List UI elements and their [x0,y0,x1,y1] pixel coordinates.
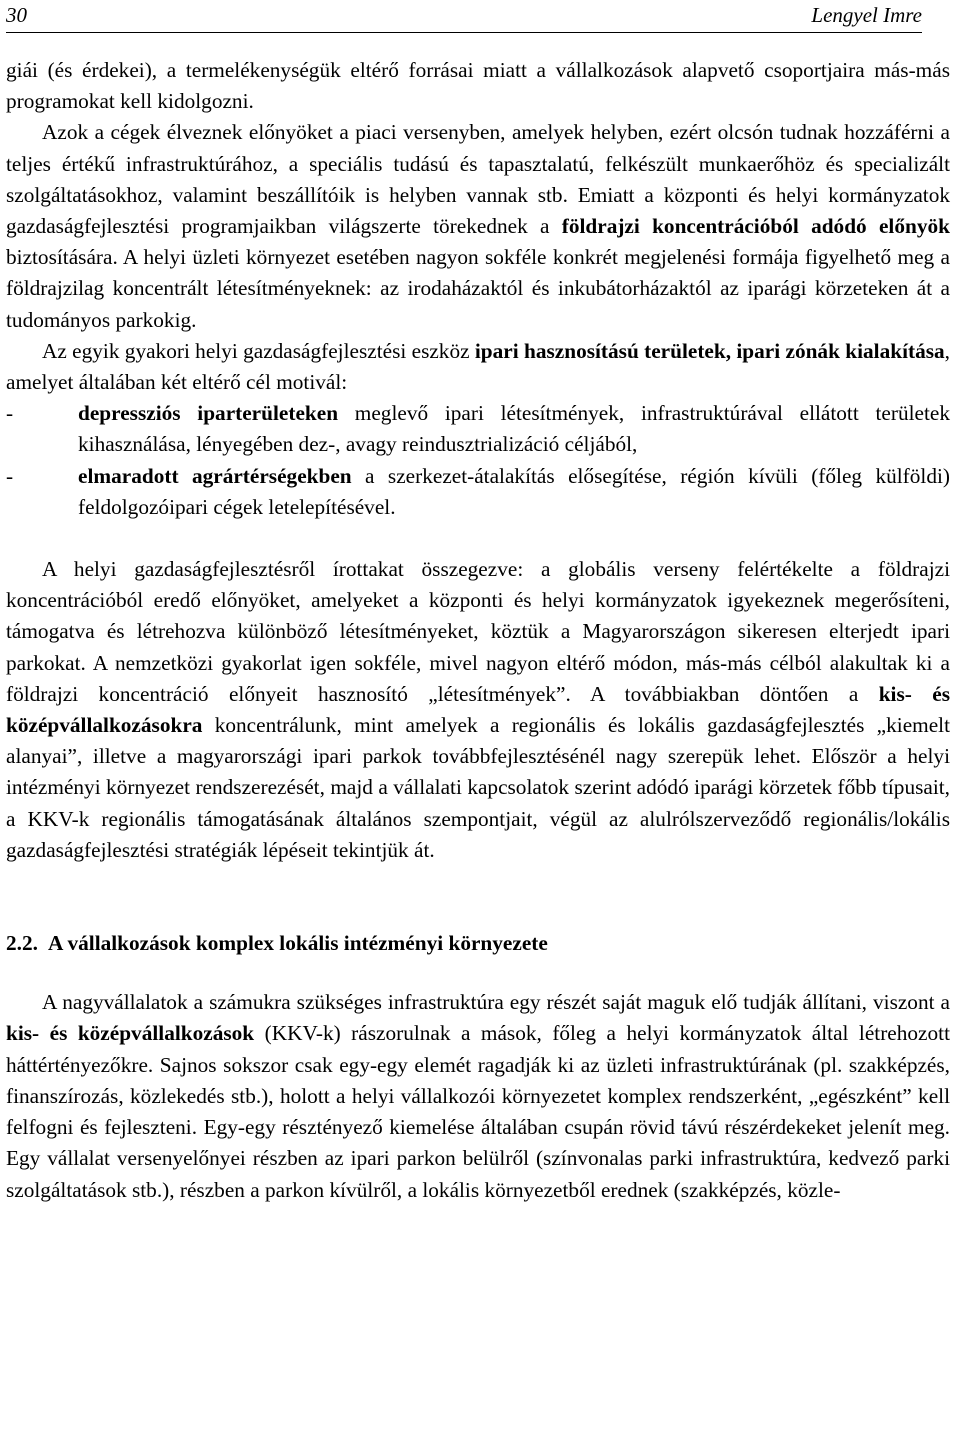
paragraph-text: (KKV-k) rászorulnak a mások, főleg a helyi kormányzatok által létrehozott háttértényezőkre. Sajnos sokszor csak egy-egy elemét ragadják ki az üzleti infrastruktúrának (pl. szakképzés, finanszírozás, közlekedés stb.), holott a helyi vállalkozói környezetet komplex rendszerként, „egészként” kell felfogni és fejleszteni. Egy-egy résztényező kiemelése általában csupán rövid távú részérdekeket jelenít meg. Egy vállalat versenyelőnyei részben az ipari parkon belülről (színvonalas parki infrastruktúra, kedvező parki szolgáltatások stb.), részben a parkon kívülről, a lokális környezetből erednek (szakképzés, közle- [6,1021,950,1202]
spacer [6,959,950,987]
bold-term: ipari hasznosítású területek, ipari zónák kialakítása [474,338,945,363]
bold-term: kis- és középvállalkozásokra [6,681,950,738]
paragraph-continued [6,55,950,117]
section-heading [6,928,950,959]
page-number: 30 [6,3,27,27]
bold-term: depressziós iparterületeken [78,401,339,426]
paragraph-text: A helyi gazdaságfejlesztésről írottakat összegezve: a globális verseny felértékelte a földrajzi koncentrációból eredő előnyöket, amelyeket a központi és helyi kormányzatok igyekeznek megerősíteni, támogatva és létrehozva különböző létesítményeket, köztük a Magyarországon sikeresen elterjedt ipari parkokat. A nemzetközi gyakorlat igen sokféle, mivel nagyon eltérő módon, más-más célból alakultak ki a földrajzi koncentráció előnyeit hasznosító „létesítmények”. A továbbiakban döntően a [6,557,950,706]
list-item-text: meglevő ipari létesítmények, infrastruktúrával ellátott területek kihasználása, lényegében dez-, avagy reindusztrializáció céljából, [78,401,950,457]
paragraph-summary [6,554,950,866]
paragraph-text: Azok a cégek élveznek előnyöket a piaci versenyben, amelyek helyben, ezért olcsón tudnak hozzáférni a teljes értékű infrastruktúrához, a speciális tudású és tapasztalatú, felkészült munkaerőhöz és specializált szolgáltatásokhoz, valamint beszállítóik is helyben vannak stb. Emiatt a központi és helyi kormányzatok gazdaságfejlesztési programjaikban világszerte törekednek a [6,120,950,239]
running-author: Lengyel Imre [811,3,922,27]
spacer [6,523,950,554]
paragraph-sme-environment [6,987,950,1205]
list-dash: - [6,463,14,488]
bold-term: földrajzi koncentrációból adódó előnyök [561,214,950,239]
paragraph-text: A nagyvállalatok a számukra szükséges infrastruktúra egy részét saját maguk elő tudják állítani, viszont a [42,990,950,1015]
bold-term: elmaradott agrártérségekben [78,463,352,488]
bold-term: kis- és középvállalkozások [6,1021,255,1046]
paragraph-text: koncentrálunk, mint amelyek a regionális és lokális gazdaságfejlesztés „kiemelt alanyai”, illetve a magyarországi ipari parkok továbbfejlesztésénél nagy szerepük lehet. Először a helyi intézményi környezet rendszerezését, majd a vállalati kapcsolatok szerint adódó iparági körzetek főbb típusait, a KKV-k regionális támogatásának általános szempontjait, végül az alulrólszerveződő regionális/lokális gazdaságfejlesztési stratégiák lépéseit tekintjük át. [6,713,950,862]
list-item [6,461,950,523]
list-dash: - [6,401,14,426]
running-header [6,0,922,33]
paragraph-text: , amelyet általában két eltérő cél motivál: [6,338,950,395]
section-number: 2.2. [6,931,38,956]
paragraph-text: Az egyik gyakori helyi gazdaságfejlesztési eszköz [42,338,475,363]
section-title: A vállalkozások komplex lokális intézményi környezete [47,931,548,956]
paragraph-text: giái (és érdekei), a termelékenységük eltérő forrásai miatt a vállalkozások alapvető csoportjaira más-más programokat kell kidolgozni. [6,58,950,114]
paragraph-competitive-advantage [6,117,950,335]
list-item [6,398,950,460]
spacer [6,866,950,928]
body-text [6,55,950,1206]
paragraph-industrial-zones [6,336,950,398]
paragraph-text: biztosítására. A helyi üzleti környezet esetében nagyon sokféle konkrét megjelenési formája figyelhető meg a földrajzilag koncentrált létesítményeknek: az irodaházaktól és inkubátorházaktól az iparági körzeteken át a tudományos parkokig. [6,245,950,332]
list-item-text: a szerkezet-átalakítás elősegítése, régión kívüli (főleg külföldi) feldolgozóipari cégek letelepítésével. [78,463,950,519]
goal-list [6,398,950,523]
